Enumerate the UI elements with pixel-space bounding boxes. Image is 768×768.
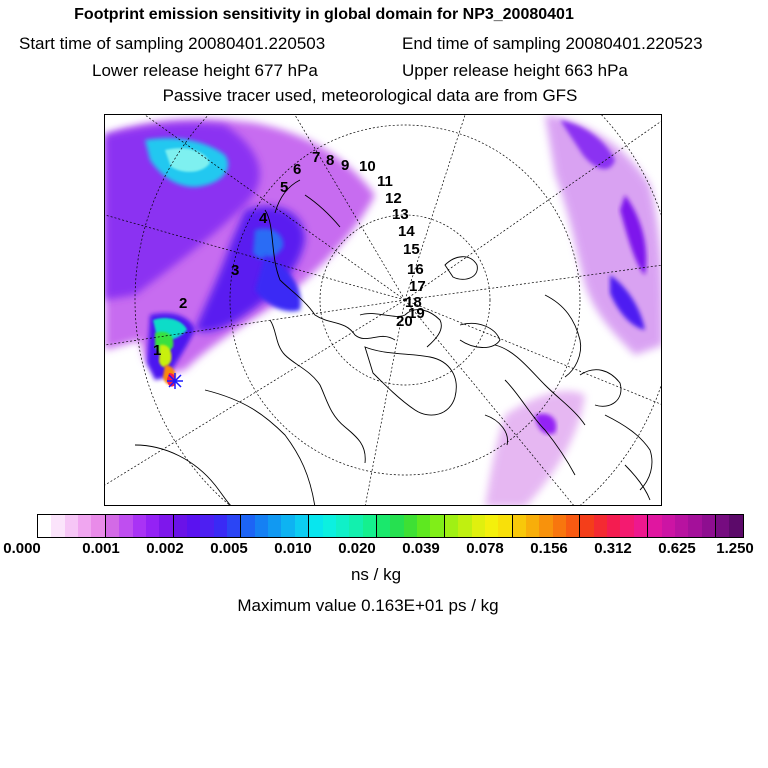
colorbar-segment: [404, 515, 417, 537]
colorbar-segment: [268, 515, 281, 537]
colorbar-segment: [336, 515, 349, 537]
footprint-map: [104, 114, 662, 506]
colorbar-segment: [634, 515, 648, 537]
trajectory-label-4: 4: [259, 210, 268, 227]
trajectory-label-17: 17: [409, 278, 426, 295]
trajectory-label-9: 9: [341, 157, 350, 174]
trajectory-label-11: 11: [377, 173, 393, 190]
colorbar-segment: [119, 515, 132, 537]
colorbar-segment: [607, 515, 620, 537]
trajectory-label-7: 7: [312, 149, 321, 166]
trajectory-label-10: 10: [359, 158, 376, 175]
colorbar-segment: [241, 515, 254, 537]
colorbar-segment: [146, 515, 159, 537]
colorbar-segment: [485, 515, 498, 537]
sensitivity-plume-east: [485, 115, 662, 506]
trajectory-label-16: 16: [407, 261, 424, 278]
colorbar-segment: [106, 515, 119, 537]
trajectory-label-1: 1: [153, 342, 162, 359]
page-title: Footprint emission sensitivity in global domain for NP3_20080401: [74, 6, 574, 23]
colorbar-tick: 0.000: [3, 540, 41, 557]
colorbar-tick: 0.020: [338, 540, 376, 557]
colorbar-segment: [187, 515, 200, 537]
colorbar-segment: [566, 515, 580, 537]
colorbar-segment: [38, 515, 51, 537]
colorbar-segment: [377, 515, 390, 537]
lower-release-height-label: Lower release height 677 hPa: [92, 61, 318, 80]
colorbar-tick: 0.156: [530, 540, 568, 557]
colorbar-segment: [662, 515, 675, 537]
star-icon: [167, 373, 183, 389]
tracer-note: Passive tracer used, meteorological data are from GFS: [162, 86, 578, 105]
colorbar-segment: [498, 515, 512, 537]
colorbar-segment: [227, 515, 241, 537]
trajectory-label-5: 5: [280, 179, 289, 196]
upper-release-height-label: Upper release height 663 hPa: [402, 61, 628, 80]
colorbar-segment: [363, 515, 377, 537]
colorbar-segment: [445, 515, 458, 537]
colorbar-segment: [51, 515, 64, 537]
colorbar-segment: [688, 515, 701, 537]
map-canvas: [105, 115, 662, 506]
colorbar-segment: [513, 515, 526, 537]
colorbar-tick: 0.002: [146, 540, 184, 557]
colorbar-segment: [526, 515, 539, 537]
end-time-label: End time of sampling 20080401.220523: [402, 34, 703, 53]
colorbar-tick: 0.312: [594, 540, 632, 557]
start-time-label: Start time of sampling 20080401.220503: [19, 34, 326, 53]
trajectory-label-12: 12: [385, 190, 402, 207]
colorbar-segment: [539, 515, 552, 537]
colorbar-segment: [78, 515, 91, 537]
colorbar-segment: [295, 515, 309, 537]
colorbar-segment: [214, 515, 227, 537]
colorbar-tick: 0.010: [274, 540, 312, 557]
colorbar-segment: [472, 515, 485, 537]
colorbar-segment: [417, 515, 430, 537]
trajectory-label-18: 18: [405, 294, 422, 311]
trajectory-label-8: 8: [326, 152, 335, 169]
trajectory-label-6: 6: [293, 161, 302, 178]
colorbar-segment: [458, 515, 471, 537]
colorbar-segment: [648, 515, 661, 537]
colorbar-tick: 0.625: [658, 540, 696, 557]
colorbar-segment: [716, 515, 729, 537]
colorbar-segment: [729, 515, 742, 537]
colorbar-segment: [174, 515, 187, 537]
colorbar-segment: [281, 515, 294, 537]
trajectory-label-2: 2: [179, 295, 188, 312]
trajectory-label-19: 19: [408, 305, 425, 322]
colorbar-segment: [91, 515, 105, 537]
colorbar-segment: [430, 515, 444, 537]
trajectory-label-3: 3: [231, 262, 240, 279]
trajectory-label-20: 20: [396, 313, 413, 330]
colorbar-tick: 0.001: [82, 540, 120, 557]
colorbar-segment: [349, 515, 362, 537]
colorbar-segment: [620, 515, 633, 537]
maximum-value-label: Maximum value 0.163E+01 ps / kg: [237, 596, 499, 615]
colorbar-segment: [323, 515, 336, 537]
colorbar-tick: 0.078: [466, 540, 504, 557]
colorbar-segment: [580, 515, 593, 537]
colorbar-tick: 0.039: [402, 540, 440, 557]
colorbar-segment: [133, 515, 146, 537]
colorbar-segment: [65, 515, 78, 537]
colorbar: [37, 514, 744, 538]
colorbar-segment: [309, 515, 322, 537]
trajectory-label-13: 13: [392, 206, 409, 223]
colorbar-segment: [200, 515, 213, 537]
colorbar-tick: 0.005: [210, 540, 248, 557]
colorbar-segment: [159, 515, 173, 537]
colorbar-segment: [553, 515, 566, 537]
trajectory-label-15: 15: [403, 241, 420, 258]
colorbar-segment: [675, 515, 688, 537]
colorbar-tick: 1.250: [716, 540, 754, 557]
colorbar-segment: [255, 515, 268, 537]
colorbar-segment: [594, 515, 607, 537]
colorbar-segment: [702, 515, 716, 537]
colorbar-segment: [390, 515, 403, 537]
trajectory-label-14: 14: [398, 223, 415, 240]
colorbar-units: ns / kg: [350, 565, 402, 584]
